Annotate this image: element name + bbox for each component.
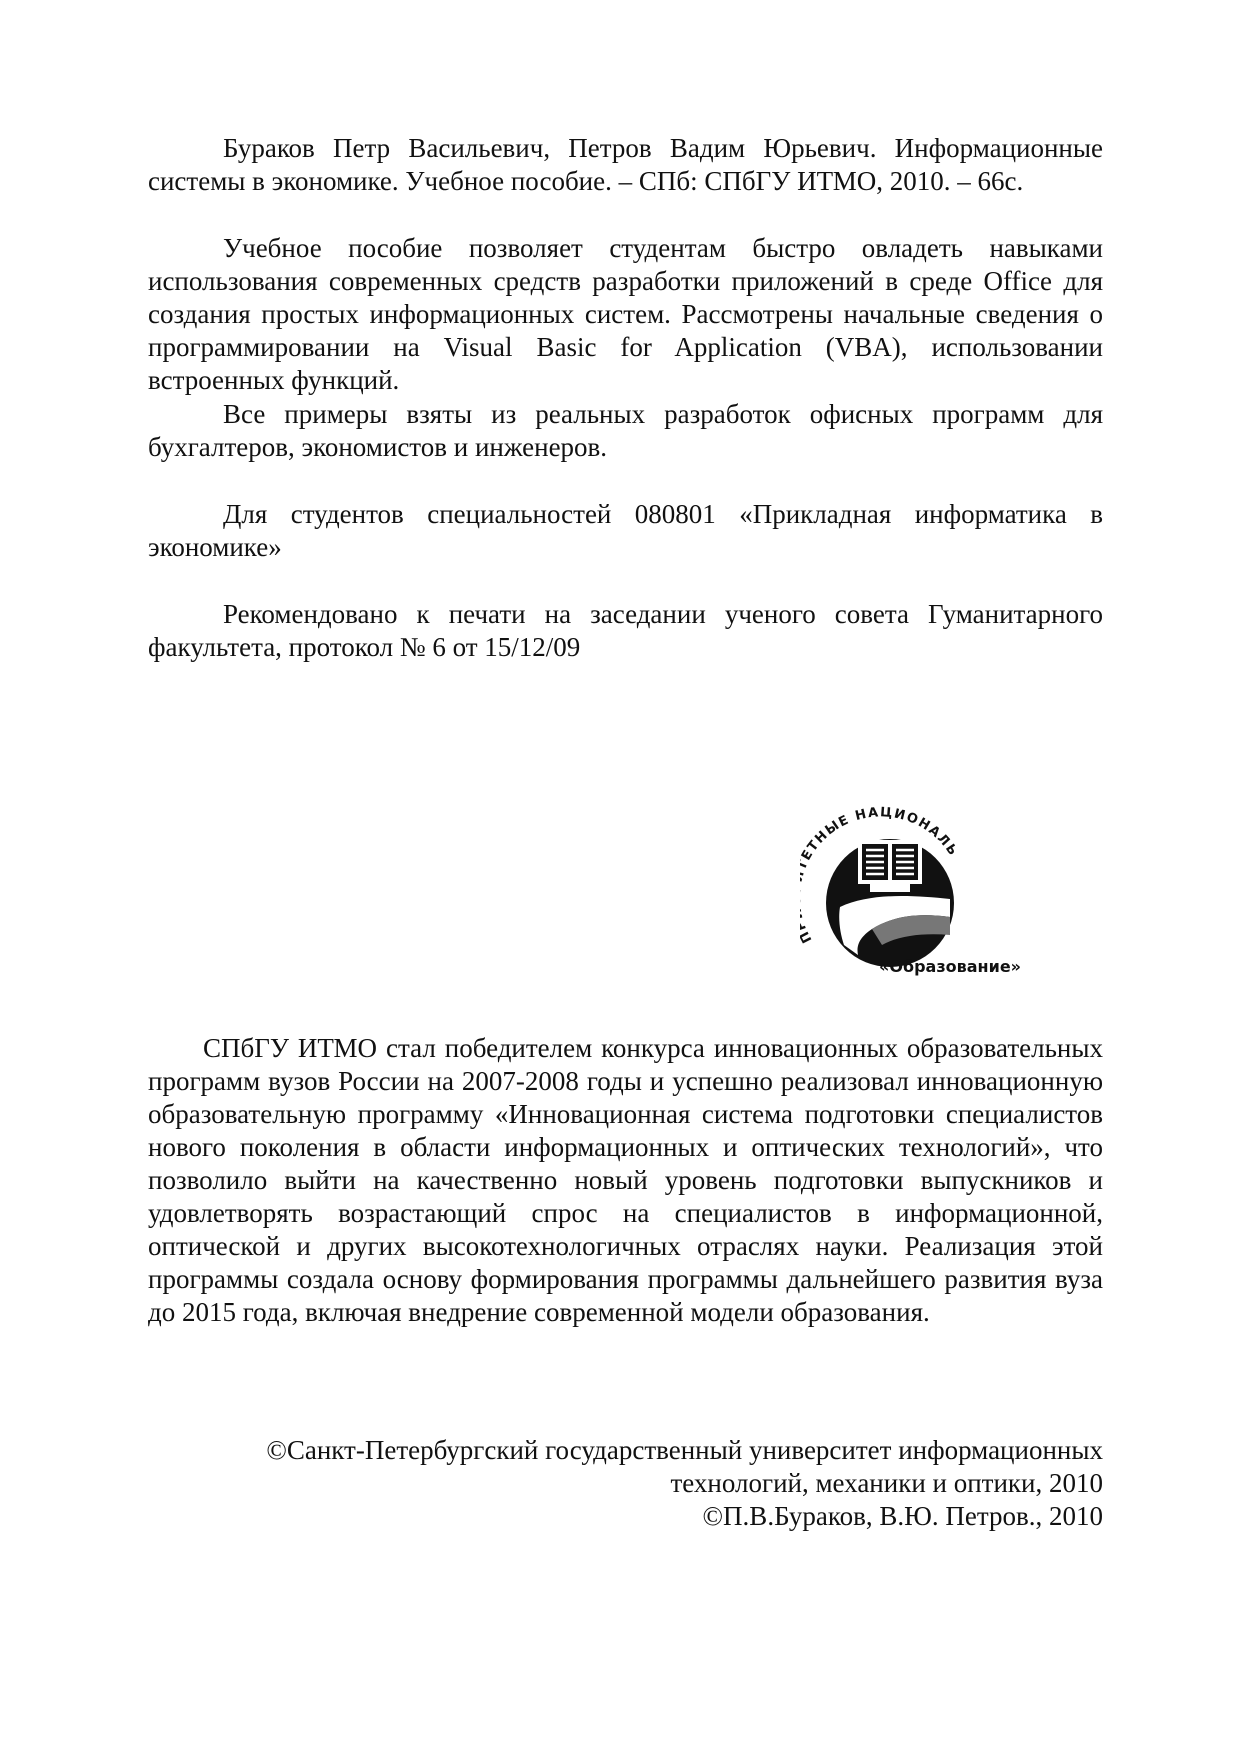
examples-text: Все примеры взяты из реальных разработок офисных программ для бухгалтеров, экономистов и инженеров.: [148, 399, 1103, 462]
logo-caption: «Образование»: [878, 957, 1022, 976]
abstract-paragraph: [148, 232, 1103, 397]
itmo-text: СПбГУ ИТМО стал победителем конкурса инновационных образовательных программ вузов России на 2007-2008 годы и успешно реализовал инновационную образовательную программу «Инновационная система подготовки специалистов нового поколения в области информационных и оптических технологий», что позволило выйти на качественно новый уровень подготовки выпускников и удовлетворять возрастающий спрос на специалистов в информационной, оптической и других высокотехнологичных отраслях науки. Реализация этой программы создала основу формирования программы дальнейшего развития вуза до 2015 года, включая внедрение современной модели образования.: [148, 1033, 1103, 1327]
examples-paragraph: [148, 398, 1103, 464]
audience-text: Для студентов специальностей 080801 «Прикладная информатика в экономике»: [148, 499, 1103, 562]
citation-text: Бураков Петр Васильевич, Петров Вадим Юрьевич. Информационные системы в экономике. Учебное пособие. – СПб: СПбГУ ИТМО, 2010. – 66с.: [148, 133, 1103, 196]
recommendation-text: Рекомендовано к печати на заседании ученого совета Гуманитарного факультета, протокол № 6 от 15/12/09: [148, 599, 1103, 662]
audience-paragraph: [148, 498, 1103, 564]
logo-graphic: [800, 795, 1080, 995]
recommendation-paragraph: [148, 598, 1103, 664]
copyright-line-2: технологий, механики и оптики, 2010: [670, 1468, 1103, 1498]
abstract-text: Учебное пособие позволяет студентам быстро овладеть навыками использования современных средств разработки приложений в среде Office для создания простых информационных систем. Рассмотрены начальные сведения о программировании на Visual Basic for Application (VBA), использовании встроенных функций.: [148, 233, 1103, 395]
itmo-paragraph: [148, 1032, 1103, 1329]
copyright-block: [148, 1434, 1103, 1533]
copyright-line-1: ©Санкт-Петербургский государственный университет информационных: [266, 1435, 1103, 1465]
copyright-line-3: ©П.В.Бураков, В.Ю. Петров., 2010: [702, 1501, 1103, 1531]
logo-arc-text: ЕТНЫЕ НАЦИОНАЛЬ: [800, 805, 961, 864]
bibliographic-citation: [148, 132, 1103, 198]
education-project-logo: [800, 795, 1080, 995]
